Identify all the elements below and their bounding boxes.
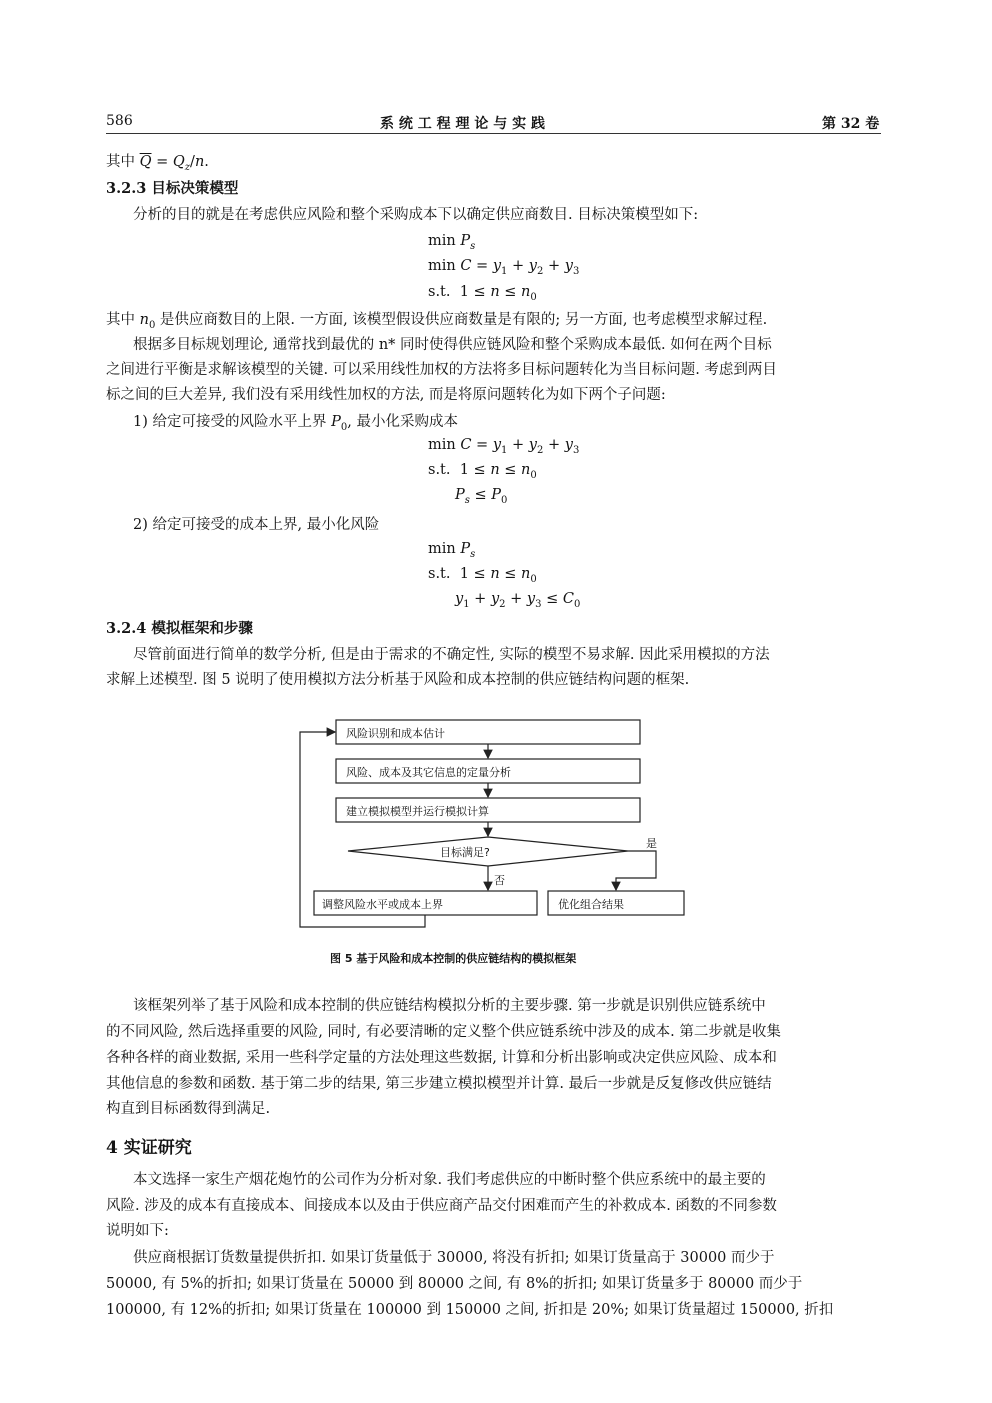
figure-caption: 图 5 基于风险和成本控制的供应链结构的模拟框架 <box>330 952 577 965</box>
para2-line-1: 根据多目标规划理论, 通常找到最优的 n* 同时使得供应链风险和整个采购成本最低. 如何在两个目标 <box>133 337 772 353</box>
no-label: 否 <box>494 874 505 887</box>
sec4-p1-line-3: 说明如下: <box>106 1223 169 1239</box>
sub1-line-2: s.t. $1 \le n \le n_0$ <box>428 462 537 481</box>
formula-line: 其中 $\overline{Q} = Q_z/n$. <box>106 154 209 173</box>
sub2-line-2: s.t. $1 \le n \le n_0$ <box>428 566 537 585</box>
sec4-p2-line-2: 50000, 有 5%的折扣; 如果订货量在 50000 到 80000 之间, 有 8%的折扣; 如果订货量多于 80000 而少于 <box>106 1276 803 1292</box>
model-line-2: $\min C = y_1 + y_2 + y_3$ <box>428 258 580 277</box>
box-build-model-label: 建立模拟模型并运行模拟计算 <box>346 805 489 818</box>
sub-problem-1-title: 1) 给定可接受的风险水平上界 $P_0$, 最小化采购成本 <box>133 414 458 433</box>
sub2-line-3: $y_1 + y_2 + y_3 \le C_0$ <box>455 591 581 610</box>
sec324-line-1: 尽管前面进行简单的数学分析, 但是由于需求的不确定性, 实际的模型不易求解. 因此采用模拟的方法 <box>133 647 770 663</box>
model-line-3: s.t. $1 \le n \le n_0$ <box>428 284 537 303</box>
sub1-line-1: $\min C = y_1 + y_2 + y_3$ <box>428 437 580 456</box>
sec4-p2-line-3: 100000, 有 12%的折扣; 如果订货量在 100000 到 150000 之间, 折扣是 20%; 如果订货量超过 150000, 折扣 <box>106 1302 834 1318</box>
para2-line-2: 之间进行平衡是求解该模型的关键. 可以采用线性加权的方法将多目标问题转化为当目标问题. 考虑到两目 <box>106 362 777 378</box>
framework-line-2: 的不同风险, 然后选择重要的风险, 同时, 有必要清晰的定义整个供应链系统中涉及的成本. 第二步就是收集 <box>106 1024 781 1040</box>
box-adjust-label: 调整风险水平或成本上界 <box>322 898 443 911</box>
section-4-title: 4 实证研究 <box>106 1138 192 1158</box>
box-risk-identification-label: 风险识别和成本估计 <box>346 727 445 740</box>
section-3-2-3-title: 3.2.3 目标决策模型 <box>106 180 239 197</box>
header-rule <box>106 133 881 134</box>
sec4-p1-line-2: 风险. 涉及的成本有直接成本、间接成本以及由于供应商产品交付困难而产生的补救成本. 函数的不同参数 <box>106 1198 777 1214</box>
framework-line-4: 其他信息的参数和函数. 基于第二步的结果, 第三步建立模拟模型并计算. 最后一步就是反复修改供应链结 <box>106 1076 772 1092</box>
framework-line-3: 各种各样的商业数据, 采用一些科学定量的方法处理这些数据, 计算和分析出影响或决定供应风险、成本和 <box>106 1050 777 1066</box>
box-quantitative-analysis-label: 风险、成本及其它信息的定量分析 <box>346 766 511 779</box>
sub-problem-2-title: 2) 给定可接受的成本上界, 最小化风险 <box>133 517 380 533</box>
section-3-2-3-intro: 分析的目的就是在考虑供应风险和整个采购成本下以确定供应商数目. 目标决策模型如下: <box>133 207 699 223</box>
yes-label: 是 <box>646 837 657 850</box>
para2-line-3: 标之间的巨大差异, 我们没有采用线性加权的方法, 而是将原问题转化为如下两个子问题: <box>106 387 666 403</box>
sub1-line-3: $P_s \le P_0$ <box>455 487 508 506</box>
box-optimize-label: 优化组合结果 <box>558 898 624 911</box>
framework-line-5: 构直到目标函数得到满足. <box>106 1101 271 1117</box>
decision-label: 目标满足? <box>440 846 490 859</box>
flowchart <box>290 712 700 942</box>
sec4-p1-line-1: 本文选择一家生产烟花炮竹的公司作为分析对象. 我们考虑供应的中断时整个供应系统中的最主要的 <box>133 1172 766 1188</box>
sec324-line-2: 求解上述模型. 图 5 说明了使用模拟方法分析基于风险和成本控制的供应链结构问题的框架. <box>106 672 690 688</box>
framework-line-1: 该框架列举了基于风险和成本控制的供应链结构模拟分析的主要步骤. 第一步就是识别供应链系统中 <box>133 998 766 1014</box>
sub2-line-1: $\min P_s$ <box>428 541 476 560</box>
model-line-1: $\min P_s$ <box>428 233 476 252</box>
after-model-text: 其中 $n_0$ 是供应商数目的上限. 一方面, 该模型假设供应商数量是有限的; 另一方面, 也考虑模型求解过程. <box>106 312 768 331</box>
page-number: 586 <box>106 113 133 129</box>
section-3-2-4-title: 3.2.4 模拟框架和步骤 <box>106 620 253 637</box>
journal-title: 系 统 工 程 理 论 与 实 践 <box>380 116 545 132</box>
arrow-yes <box>616 851 656 890</box>
volume-label: 第 32 卷 <box>822 116 880 132</box>
sec4-p2-line-1: 供应商根据订货数量提供折扣. 如果订货量低于 30000, 将没有折扣; 如果订货量高于 30000 而少于 <box>133 1250 775 1266</box>
